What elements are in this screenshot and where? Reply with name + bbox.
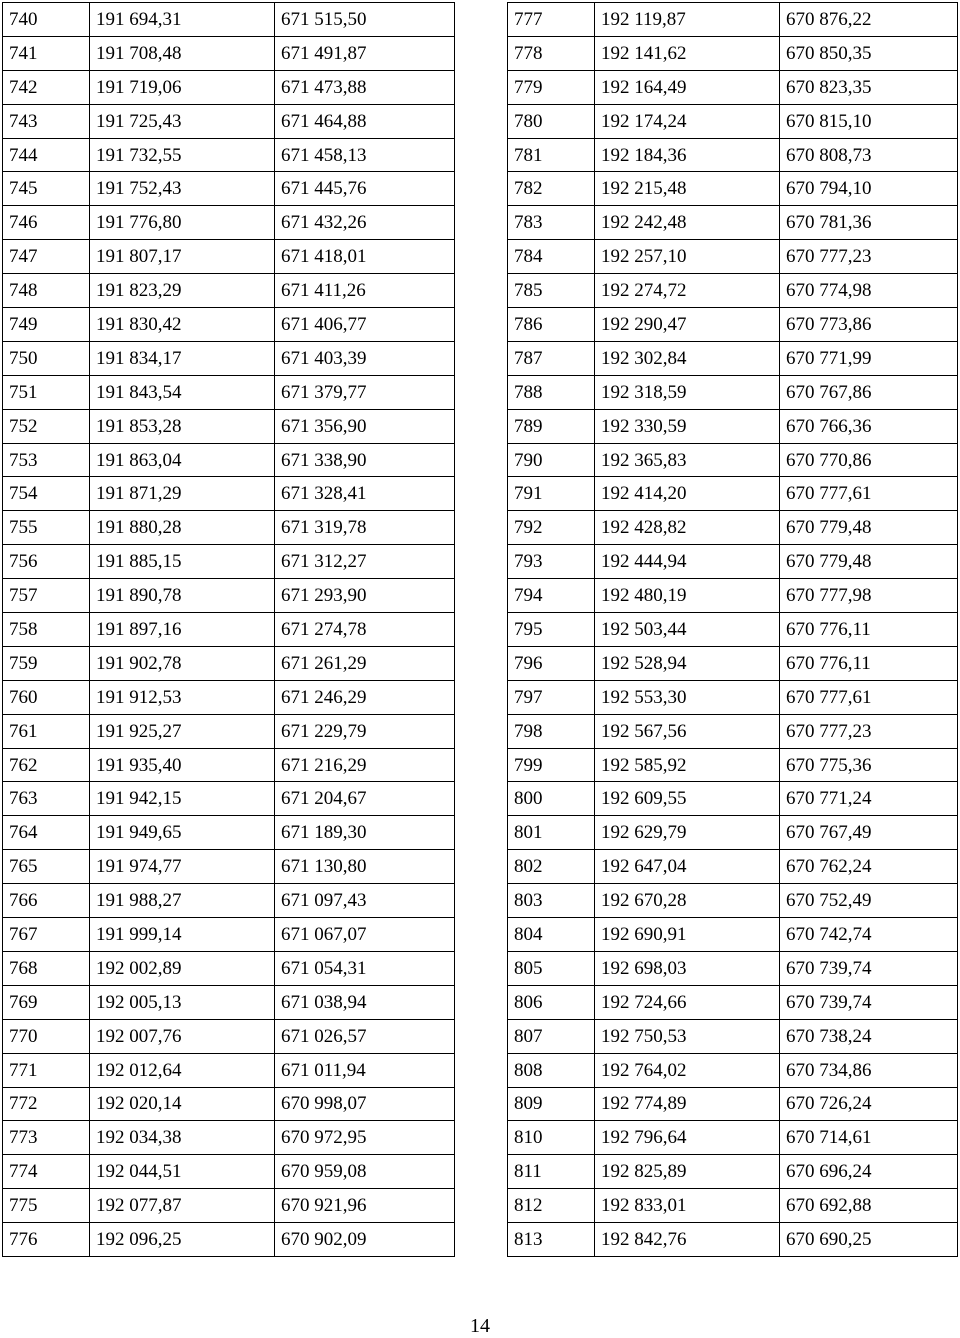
point-number-cell: 800 [508,782,595,816]
y-coordinate-cell: 671 097,43 [275,884,455,918]
point-number-cell: 787 [508,341,595,375]
x-coordinate-cell: 191 834,17 [90,341,275,375]
point-number-cell: 779 [508,70,595,104]
coordinates-table-left [2,2,455,1257]
x-coordinate-cell: 192 774,89 [595,1087,780,1121]
y-coordinate-cell: 671 338,90 [275,443,455,477]
y-coordinate-cell: 670 696,24 [780,1155,958,1189]
table-row [3,138,455,172]
table-row [3,240,455,274]
table-row [3,308,455,342]
point-number-cell: 796 [508,646,595,680]
table-row [508,1087,958,1121]
y-coordinate-cell: 670 775,36 [780,748,958,782]
point-number-cell: 794 [508,579,595,613]
point-number-cell: 812 [508,1189,595,1223]
point-number-cell: 741 [3,36,90,70]
point-number-cell: 798 [508,714,595,748]
table-row [3,1087,455,1121]
x-coordinate-cell: 191 988,27 [90,884,275,918]
table-row [508,646,958,680]
x-coordinate-cell: 192 002,89 [90,951,275,985]
table-row [508,511,958,545]
y-coordinate-cell: 671 464,88 [275,104,455,138]
y-coordinate-cell: 670 959,08 [275,1155,455,1189]
x-coordinate-cell: 192 020,14 [90,1087,275,1121]
y-coordinate-cell: 671 458,13 [275,138,455,172]
point-number-cell: 808 [508,1053,595,1087]
point-number-cell: 781 [508,138,595,172]
y-coordinate-cell: 670 998,07 [275,1087,455,1121]
x-coordinate-cell: 191 880,28 [90,511,275,545]
x-coordinate-cell: 192 141,62 [595,36,780,70]
x-coordinate-cell: 191 935,40 [90,748,275,782]
table-row [508,206,958,240]
x-coordinate-cell: 192 833,01 [595,1189,780,1223]
table-row [508,782,958,816]
y-coordinate-cell: 671 130,80 [275,850,455,884]
table-row [3,1189,455,1223]
y-coordinate-cell: 670 767,49 [780,816,958,850]
x-coordinate-cell: 192 567,56 [595,714,780,748]
y-coordinate-cell: 671 216,29 [275,748,455,782]
y-coordinate-cell: 671 293,90 [275,579,455,613]
y-coordinate-cell: 670 777,61 [780,680,958,714]
x-coordinate-cell: 191 974,77 [90,850,275,884]
page-number: 14 [470,1315,490,1337]
x-coordinate-cell: 191 999,14 [90,918,275,952]
y-coordinate-cell: 670 823,35 [780,70,958,104]
table-row [508,477,958,511]
x-coordinate-cell: 192 553,30 [595,680,780,714]
point-number-cell: 793 [508,545,595,579]
point-number-cell: 755 [3,511,90,545]
table-row [3,1019,455,1053]
point-number-cell: 767 [3,918,90,952]
y-coordinate-cell: 670 902,09 [275,1223,455,1257]
x-coordinate-cell: 191 708,48 [90,36,275,70]
y-coordinate-cell: 670 726,24 [780,1087,958,1121]
point-number-cell: 786 [508,308,595,342]
y-coordinate-cell: 671 445,76 [275,172,455,206]
table-row [3,1053,455,1087]
x-coordinate-cell: 192 184,36 [595,138,780,172]
x-coordinate-cell: 192 585,92 [595,748,780,782]
table-row [508,680,958,714]
table-row [508,240,958,274]
x-coordinate-cell: 191 912,53 [90,680,275,714]
table-row [3,985,455,1019]
x-coordinate-cell: 192 215,48 [595,172,780,206]
y-coordinate-cell: 671 319,78 [275,511,455,545]
table-row [508,70,958,104]
point-number-cell: 758 [3,613,90,647]
y-coordinate-cell: 670 779,48 [780,545,958,579]
point-number-cell: 763 [3,782,90,816]
y-coordinate-cell: 671 312,27 [275,545,455,579]
y-coordinate-cell: 671 328,41 [275,477,455,511]
point-number-cell: 757 [3,579,90,613]
table-row [508,579,958,613]
y-coordinate-cell: 670 779,48 [780,511,958,545]
table-row [3,680,455,714]
point-number-cell: 745 [3,172,90,206]
y-coordinate-cell: 671 011,94 [275,1053,455,1087]
y-coordinate-cell: 670 738,24 [780,1019,958,1053]
y-coordinate-cell: 670 742,74 [780,918,958,952]
y-coordinate-cell: 670 771,24 [780,782,958,816]
table-row [3,1121,455,1155]
y-coordinate-cell: 671 054,31 [275,951,455,985]
y-coordinate-cell: 671 067,07 [275,918,455,952]
y-coordinate-cell: 671 379,77 [275,375,455,409]
point-number-cell: 744 [3,138,90,172]
table-row [3,409,455,443]
table-row [3,613,455,647]
table-row [3,511,455,545]
x-coordinate-cell: 191 897,16 [90,613,275,647]
y-coordinate-cell: 670 767,86 [780,375,958,409]
y-coordinate-cell: 670 794,10 [780,172,958,206]
point-number-cell: 762 [3,748,90,782]
table-row [508,1019,958,1053]
y-coordinate-cell: 671 406,77 [275,308,455,342]
x-coordinate-cell: 192 077,87 [90,1189,275,1223]
table-row [3,918,455,952]
y-coordinate-cell: 671 403,39 [275,341,455,375]
table-row [508,409,958,443]
y-coordinate-cell: 670 692,88 [780,1189,958,1223]
point-number-cell: 811 [508,1155,595,1189]
point-number-cell: 740 [3,3,90,37]
x-coordinate-cell: 191 942,15 [90,782,275,816]
x-coordinate-cell: 192 242,48 [595,206,780,240]
y-coordinate-cell: 671 246,29 [275,680,455,714]
table-row [3,782,455,816]
y-coordinate-cell: 670 777,23 [780,714,958,748]
point-number-cell: 807 [508,1019,595,1053]
table-row [508,1121,958,1155]
point-number-cell: 809 [508,1087,595,1121]
x-coordinate-cell: 192 274,72 [595,274,780,308]
table-row [3,70,455,104]
point-number-cell: 770 [3,1019,90,1053]
point-number-cell: 759 [3,646,90,680]
x-coordinate-cell: 191 732,55 [90,138,275,172]
table-row [3,104,455,138]
y-coordinate-cell: 670 776,11 [780,646,958,680]
y-coordinate-cell: 670 777,23 [780,240,958,274]
table-row [3,951,455,985]
x-coordinate-cell: 192 842,76 [595,1223,780,1257]
x-coordinate-cell: 192 164,49 [595,70,780,104]
table-row [508,36,958,70]
x-coordinate-cell: 192 005,13 [90,985,275,1019]
point-number-cell: 776 [3,1223,90,1257]
x-coordinate-cell: 191 885,15 [90,545,275,579]
point-number-cell: 801 [508,816,595,850]
x-coordinate-cell: 191 863,04 [90,443,275,477]
point-number-cell: 788 [508,375,595,409]
table-row [3,3,455,37]
table-row [3,850,455,884]
table-row [508,443,958,477]
table-row [508,985,958,1019]
y-coordinate-cell: 671 274,78 [275,613,455,647]
table-row [508,714,958,748]
point-number-cell: 795 [508,613,595,647]
table-row [508,545,958,579]
point-number-cell: 778 [508,36,595,70]
x-coordinate-cell: 192 257,10 [595,240,780,274]
table-row [3,545,455,579]
table-row [3,375,455,409]
point-number-cell: 775 [3,1189,90,1223]
point-number-cell: 790 [508,443,595,477]
point-number-cell: 748 [3,274,90,308]
table-row [508,918,958,952]
y-coordinate-cell: 671 432,26 [275,206,455,240]
y-coordinate-cell: 670 777,61 [780,477,958,511]
table-row [508,375,958,409]
y-coordinate-cell: 670 777,98 [780,579,958,613]
table-row [3,206,455,240]
x-coordinate-cell: 192 290,47 [595,308,780,342]
point-number-cell: 750 [3,341,90,375]
x-coordinate-cell: 191 949,65 [90,816,275,850]
point-number-cell: 791 [508,477,595,511]
point-number-cell: 797 [508,680,595,714]
x-coordinate-cell: 192 330,59 [595,409,780,443]
y-coordinate-cell: 670 876,22 [780,3,958,37]
point-number-cell: 813 [508,1223,595,1257]
table-row [3,646,455,680]
table-row [3,579,455,613]
x-coordinate-cell: 191 823,29 [90,274,275,308]
x-coordinate-cell: 192 044,51 [90,1155,275,1189]
table-row [508,3,958,37]
x-coordinate-cell: 191 890,78 [90,579,275,613]
table-row [3,36,455,70]
table-row [3,443,455,477]
x-coordinate-cell: 192 724,66 [595,985,780,1019]
point-number-cell: 753 [3,443,90,477]
x-coordinate-cell: 192 825,89 [595,1155,780,1189]
x-coordinate-cell: 191 871,29 [90,477,275,511]
table-row [3,274,455,308]
x-coordinate-cell: 191 843,54 [90,375,275,409]
x-coordinate-cell: 191 776,80 [90,206,275,240]
table-row [3,748,455,782]
y-coordinate-cell: 670 774,98 [780,274,958,308]
x-coordinate-cell: 191 752,43 [90,172,275,206]
x-coordinate-cell: 192 609,55 [595,782,780,816]
point-number-cell: 749 [3,308,90,342]
point-number-cell: 751 [3,375,90,409]
table-row [508,850,958,884]
x-coordinate-cell: 192 670,28 [595,884,780,918]
table-row [508,172,958,206]
table-row [508,308,958,342]
table-row [3,1223,455,1257]
x-coordinate-cell: 192 528,94 [595,646,780,680]
y-coordinate-cell: 671 229,79 [275,714,455,748]
y-coordinate-cell: 670 739,74 [780,951,958,985]
table-row [508,138,958,172]
point-number-cell: 746 [3,206,90,240]
coordinates-table-right [507,2,958,1257]
table-row [508,1053,958,1087]
y-coordinate-cell: 671 189,30 [275,816,455,850]
x-coordinate-cell: 192 629,79 [595,816,780,850]
point-number-cell: 760 [3,680,90,714]
x-coordinate-cell: 191 830,42 [90,308,275,342]
point-number-cell: 773 [3,1121,90,1155]
point-number-cell: 769 [3,985,90,1019]
y-coordinate-cell: 671 026,57 [275,1019,455,1053]
y-coordinate-cell: 671 261,29 [275,646,455,680]
x-coordinate-cell: 192 174,24 [595,104,780,138]
point-number-cell: 804 [508,918,595,952]
y-coordinate-cell: 670 808,73 [780,138,958,172]
table-row [3,816,455,850]
y-coordinate-cell: 670 850,35 [780,36,958,70]
x-coordinate-cell: 192 428,82 [595,511,780,545]
x-coordinate-cell: 192 444,94 [595,545,780,579]
y-coordinate-cell: 670 762,24 [780,850,958,884]
point-number-cell: 742 [3,70,90,104]
x-coordinate-cell: 192 365,83 [595,443,780,477]
point-number-cell: 789 [508,409,595,443]
point-number-cell: 771 [3,1053,90,1087]
y-coordinate-cell: 670 734,86 [780,1053,958,1087]
point-number-cell: 802 [508,850,595,884]
table-row [508,274,958,308]
y-coordinate-cell: 671 411,26 [275,274,455,308]
x-coordinate-cell: 192 750,53 [595,1019,780,1053]
table-row [508,104,958,138]
y-coordinate-cell: 670 771,99 [780,341,958,375]
x-coordinate-cell: 191 925,27 [90,714,275,748]
y-coordinate-cell: 670 781,36 [780,206,958,240]
x-coordinate-cell: 191 807,17 [90,240,275,274]
x-coordinate-cell: 192 302,84 [595,341,780,375]
x-coordinate-cell: 192 119,87 [595,3,780,37]
x-coordinate-cell: 191 853,28 [90,409,275,443]
table-row [3,477,455,511]
table-row [508,748,958,782]
point-number-cell: 784 [508,240,595,274]
y-coordinate-cell: 671 515,50 [275,3,455,37]
x-coordinate-cell: 192 480,19 [595,579,780,613]
y-coordinate-cell: 670 752,49 [780,884,958,918]
x-coordinate-cell: 192 647,04 [595,850,780,884]
table-row [508,341,958,375]
y-coordinate-cell: 670 739,74 [780,985,958,1019]
y-coordinate-cell: 670 690,25 [780,1223,958,1257]
x-coordinate-cell: 192 503,44 [595,613,780,647]
table-row [508,613,958,647]
x-coordinate-cell: 192 690,91 [595,918,780,952]
point-number-cell: 752 [3,409,90,443]
point-number-cell: 772 [3,1087,90,1121]
point-number-cell: 780 [508,104,595,138]
point-number-cell: 785 [508,274,595,308]
table-row [3,172,455,206]
point-number-cell: 768 [3,951,90,985]
point-number-cell: 766 [3,884,90,918]
point-number-cell: 756 [3,545,90,579]
y-coordinate-cell: 671 418,01 [275,240,455,274]
point-number-cell: 805 [508,951,595,985]
table-row [508,816,958,850]
x-coordinate-cell: 191 725,43 [90,104,275,138]
table-row [3,884,455,918]
x-coordinate-cell: 191 902,78 [90,646,275,680]
point-number-cell: 810 [508,1121,595,1155]
point-number-cell: 765 [3,850,90,884]
point-number-cell: 774 [3,1155,90,1189]
table-row [3,714,455,748]
x-coordinate-cell: 192 698,03 [595,951,780,985]
y-coordinate-cell: 670 921,96 [275,1189,455,1223]
y-coordinate-cell: 671 038,94 [275,985,455,1019]
table-row [508,1223,958,1257]
point-number-cell: 777 [508,3,595,37]
table-row [508,1155,958,1189]
x-coordinate-cell: 192 096,25 [90,1223,275,1257]
y-coordinate-cell: 671 356,90 [275,409,455,443]
table-row [508,884,958,918]
point-number-cell: 806 [508,985,595,1019]
point-number-cell: 761 [3,714,90,748]
y-coordinate-cell: 671 204,67 [275,782,455,816]
point-number-cell: 743 [3,104,90,138]
point-number-cell: 792 [508,511,595,545]
x-coordinate-cell: 192 796,64 [595,1121,780,1155]
x-coordinate-cell: 191 719,06 [90,70,275,104]
y-coordinate-cell: 670 773,86 [780,308,958,342]
point-number-cell: 799 [508,748,595,782]
x-coordinate-cell: 192 034,38 [90,1121,275,1155]
x-coordinate-cell: 192 007,76 [90,1019,275,1053]
point-number-cell: 783 [508,206,595,240]
x-coordinate-cell: 192 414,20 [595,477,780,511]
table-row [3,341,455,375]
table-row [508,951,958,985]
x-coordinate-cell: 191 694,31 [90,3,275,37]
point-number-cell: 782 [508,172,595,206]
x-coordinate-cell: 192 764,02 [595,1053,780,1087]
y-coordinate-cell: 670 766,36 [780,409,958,443]
y-coordinate-cell: 670 770,86 [780,443,958,477]
x-coordinate-cell: 192 012,64 [90,1053,275,1087]
point-number-cell: 754 [3,477,90,511]
y-coordinate-cell: 670 815,10 [780,104,958,138]
y-coordinate-cell: 671 473,88 [275,70,455,104]
point-number-cell: 747 [3,240,90,274]
x-coordinate-cell: 192 318,59 [595,375,780,409]
y-coordinate-cell: 670 776,11 [780,613,958,647]
y-coordinate-cell: 670 972,95 [275,1121,455,1155]
y-coordinate-cell: 670 714,61 [780,1121,958,1155]
table-row [3,1155,455,1189]
point-number-cell: 764 [3,816,90,850]
table-row [508,1189,958,1223]
y-coordinate-cell: 671 491,87 [275,36,455,70]
point-number-cell: 803 [508,884,595,918]
